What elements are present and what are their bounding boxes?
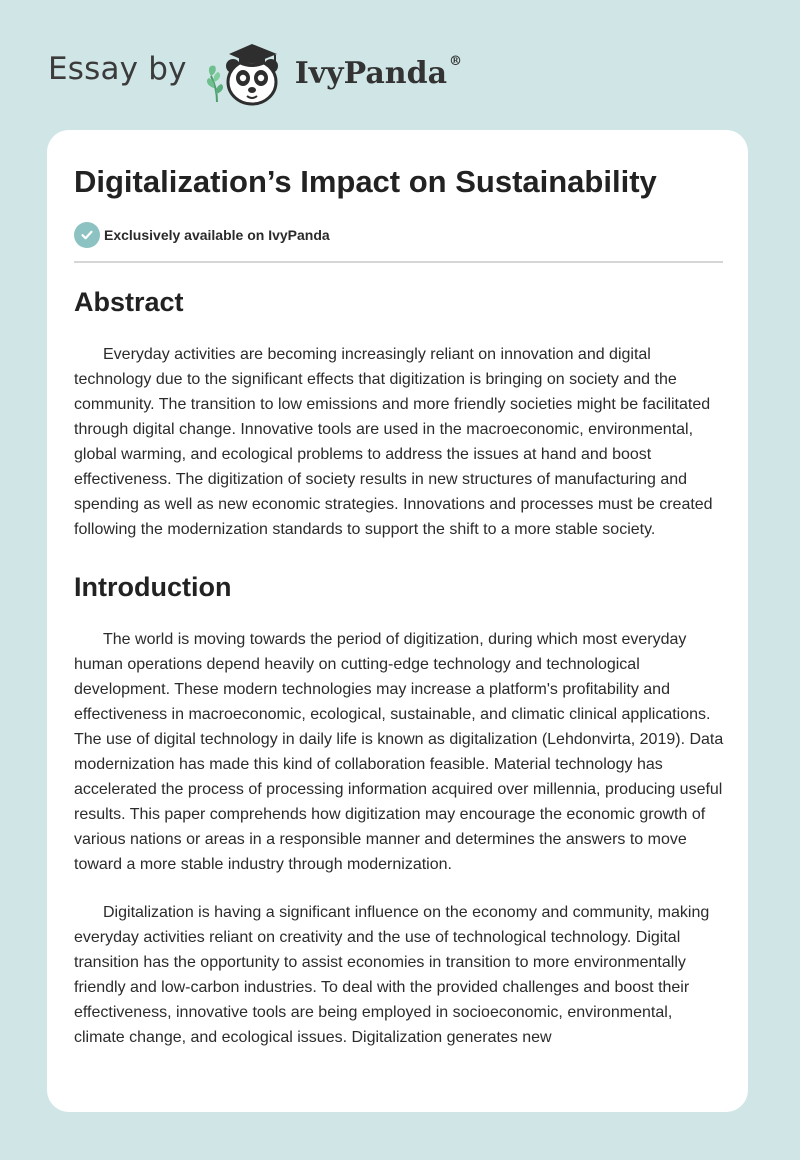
paragraph: Everyday activities are becoming increasingly reliant on innovation and digital technology due to the significant effects that digitization is bringing on society and the community. The transition to low emissions and more friendly societies might be facilitated through digital change. Innovative tools are used in the macroeconomic, environmental, global warming, and ecological problems to address the issues at hand and boost effectiveness. The digitization of society results in new structures of manufacturing and spending as well as new economic strategies. Innovations and processes must be created following the modernization standards to support the shift to a more stable society.	[74, 346, 713, 538]
site-header	[48, 36, 462, 108]
essay-content	[74, 280, 724, 1073]
paragraph: The world is moving towards the period of digitization, during which most everyday human operations depend heavily on cutting-edge technology and technological development. These modern technologies may increase a platform's profitability and effectiveness in macroeconomic, ecological, sustainable, and climatic clinical applications. The use of digital technology in daily life is known as digitalization (Lehdonvirta, 2019). Data modernization has made this kind of collaboration feasible. Material technology has accelerated the process of processing information acquired over millennia, producing useful results. This paper comprehends how digitization may encourage the economic growth of various nations or areas in a responsible manner and determines the answers to move toward a more stable industry through modernization.	[74, 631, 724, 873]
badge-label: Exclusively available on IvyPanda	[104, 227, 330, 243]
page-title: Digitalization’s Impact on Sustainability	[74, 164, 657, 199]
leaf-icon	[207, 66, 223, 102]
paragraph: Digitalization is having a significant influence on the economy and community, making everyday activities reliant on creativity and the use of technological technology. Digital transition has the opportunity to assist economies in transition to more environmentally friendly and low-carbon industries. To deal with the provided challenges and boost their effectiveness, innovative tools are being employed in socioeconomic, environmental, climate change, and ecological issues. Digitalization generates new	[74, 904, 710, 1046]
availability-badge	[74, 222, 330, 248]
section-heading: Abstract	[74, 287, 184, 317]
essay-card	[47, 130, 748, 1112]
section-heading: Introduction	[74, 572, 232, 602]
essay-by-label: Essay by	[48, 51, 187, 87]
panda-logo-icon[interactable]	[205, 36, 291, 108]
section-introduction	[74, 565, 724, 1050]
divider	[74, 261, 723, 263]
brand-name[interactable]: IvyPanda ®	[294, 53, 463, 91]
section-abstract	[74, 280, 724, 542]
check-circle-icon	[74, 222, 100, 248]
registered-mark: ®	[449, 53, 463, 69]
